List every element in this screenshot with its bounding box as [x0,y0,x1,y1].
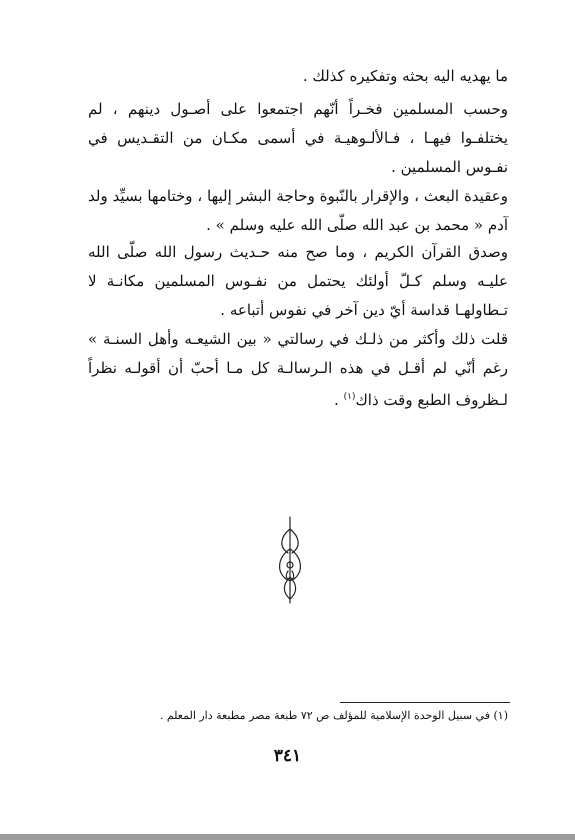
paragraph-5 [88,325,508,415]
ornament-divider [270,515,310,605]
paragraph-4: وصدق القرآن الكريم ، وما صح منه حـديث رسول الله صلّى الله عليـه وسلم كـلّ أولئك يحتمل من نفـوس المسلمين مكانـة لا تـطاولهـا قداسة أيّ دين آخر في نفوس أتباعه . [88,243,508,319]
page-bottom-edge [0,834,575,840]
footnote-marker: (١) [343,392,356,402]
paragraph-5-ending: . [334,391,344,409]
footnote-separator [340,702,510,703]
footnote: (١) في سبيل الوحدة الإسلامية للمؤلف ص ٧٢ طبعة مصر مطبعة دار المعلم . [159,709,508,722]
paragraph-2: وحسب المسلمين فخـراً أنّهم اجتمعوا على أصـول دينهم ، لم يختلفـوا فيهـا ، فـالألـوهيـة في أسمى مكـان من التقـديس في نفـوس المسلمين . [88,100,508,176]
paragraph-5-text: قلت ذلك وأكثر من ذلـك في رسالتي « بين الشيعـه وأهل السنـة » رغم أنّي لم أقـل في هذه الـرسالـة كل مـا أحبّ أن أقولـه نظراً لـظروف الطبع وقت ذاك [88,330,508,409]
paragraph-1: ما يهديه اليه بحثه وتفكيره كذلك . [302,67,508,85]
page-number: ٣٤١ [273,746,302,766]
paragraph-3: وعقيدة البعث ، والإقرار بالنّبوة وحاجة البشر إليها ، وختامها بسيِّد ولد آدم « محمد بن عبد الله صلّى الله عليه وسلم » . [88,187,508,234]
